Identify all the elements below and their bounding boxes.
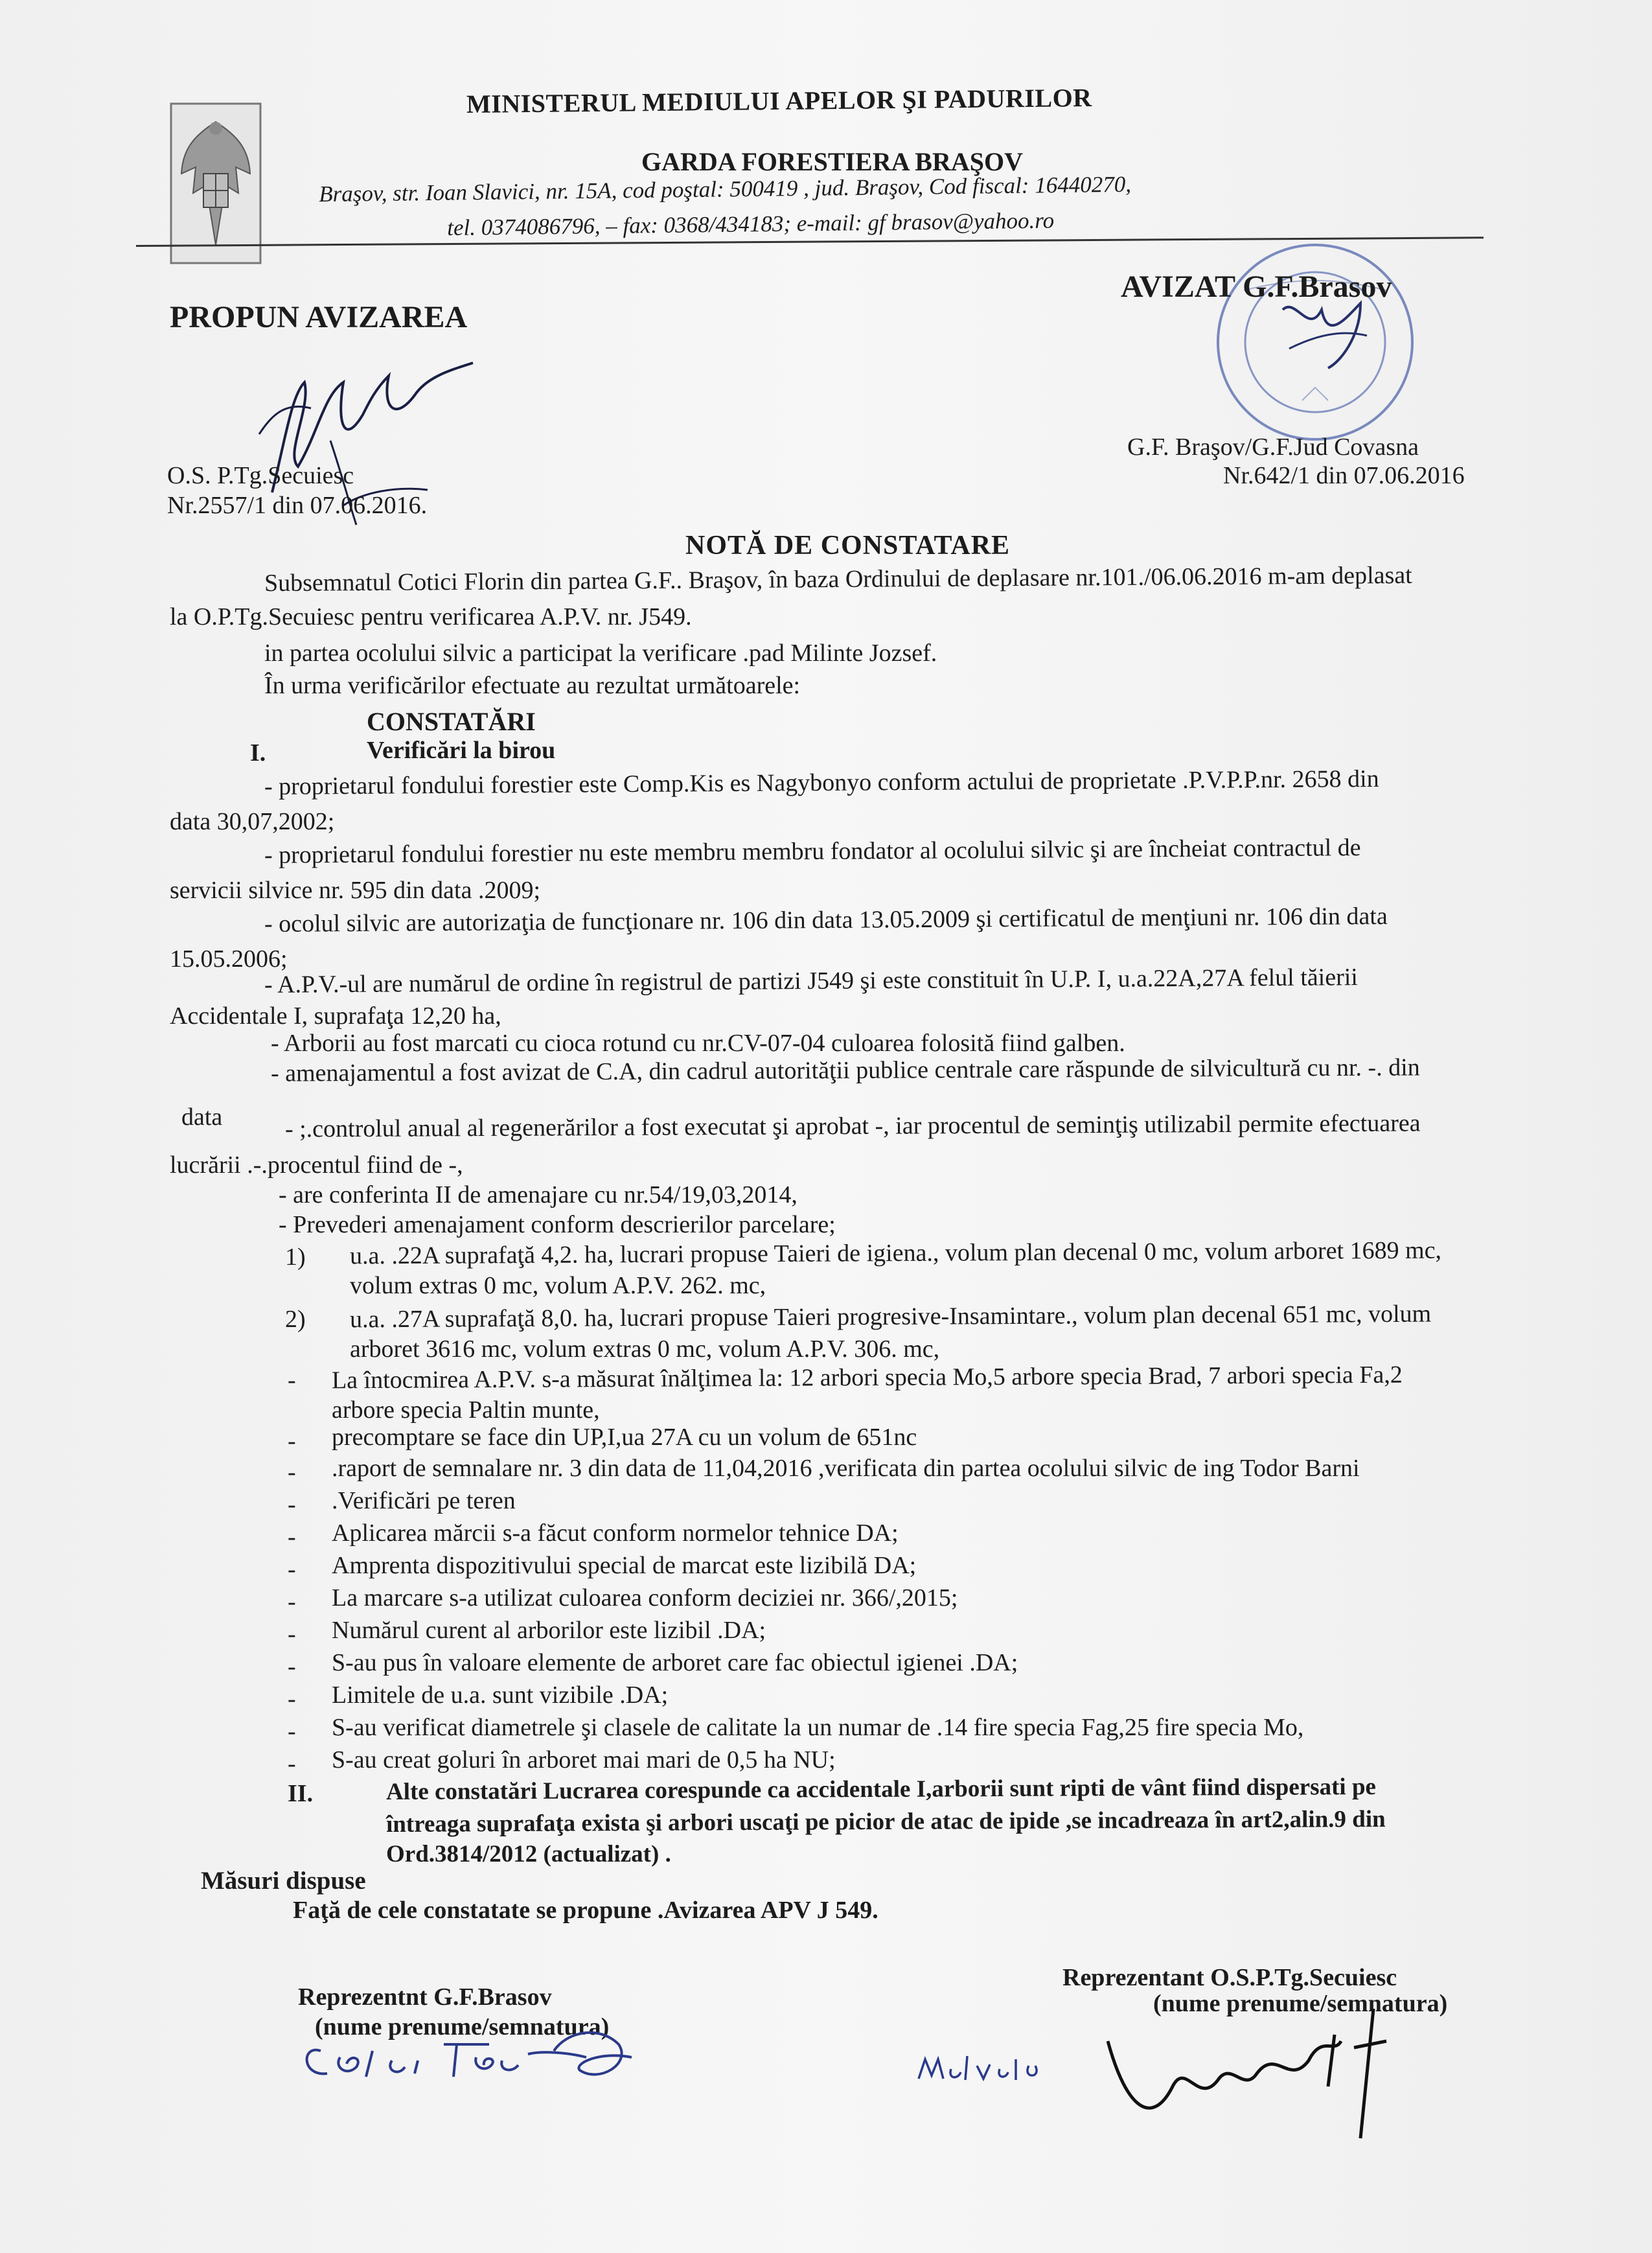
dash-marker: - xyxy=(288,1459,296,1486)
left-representative-subtitle: (nume prenume/semnatura) xyxy=(315,2013,610,2040)
item-line: Numărul curent al arborilor este lizibil .DA; xyxy=(332,1617,766,1644)
intro-line-2: la O.P.Tg.Secuiesc pentru verificarea A.P.V. nr. J549. xyxy=(170,603,692,630)
item-line: data xyxy=(181,1103,223,1131)
item-line: Aplicarea mărcii s-a făcut conform normelor tehnice DA; xyxy=(332,1519,899,1547)
item-line: 15.05.2006; xyxy=(170,945,288,973)
os-reference-line-1: O.S. P.Tg.Secuiesc xyxy=(167,462,354,489)
numbered-marker: 1) xyxy=(285,1243,306,1271)
numbered-marker: 2) xyxy=(285,1306,306,1333)
item-line: .raport de semnalare nr. 3 din data de 11,04,2016 ,verificata din partea ocolului silvic de ing Todor Barni xyxy=(332,1455,1360,1482)
item-line: u.a. .27A suprafaţă 8,0. ha, lucrari propuse Taieri progresive-Insamintare., volum plan decenal 651 mc, volum xyxy=(349,1300,1432,1334)
address-line-1: Braşov, str. Ioan Slavici, nr. 15A, cod poştal: 500419 , jud. Braşov, Cod fiscal: 16440270, xyxy=(319,171,1132,207)
dash-marker: - xyxy=(288,1621,296,1648)
gf-reference-line-2: Nr.642/1 din 07.06.2016 xyxy=(1223,462,1465,489)
item-line: S-au pus în valoare elemente de arboret care fac obiectul igienei .DA; xyxy=(332,1649,1018,1676)
section-1-numeral: I. xyxy=(250,739,266,767)
os-reference-line-2: Nr.2557/1 din 07.06.2016. xyxy=(167,492,428,519)
section-1-title: Verificări la birou xyxy=(367,737,556,764)
intro-line-1: Subsemnatul Cotici Florin din partea G.F.. Braşov, în baza Ordinului de deplasare nr.101./06.06.2016 m-am deplasat xyxy=(264,561,1412,597)
right-representative-title: Reprezentant O.S.P.Tg.Secuiesc xyxy=(1062,1964,1397,1991)
dash-marker: - xyxy=(288,1427,296,1455)
cotici-signature-icon xyxy=(295,2005,658,2090)
item-line: S-au verificat diametrele şi clasele de calitate la un numar de .14 fire specia Fag,25 fire specia Mo, xyxy=(332,1714,1304,1741)
section-title: CONSTATĂRI xyxy=(367,707,536,736)
item-line: Amprenta dispozitivului special de marcat este lizibilă DA; xyxy=(332,1552,917,1579)
milinte-signature-icon xyxy=(912,2040,1055,2092)
item-line: Accidentale I, suprafaţa 12,20 ha, xyxy=(170,1002,501,1030)
section-2-numeral: II. xyxy=(288,1780,314,1807)
section-2-line-3: Ord.3814/2012 (actualizat) . xyxy=(386,1841,671,1867)
item-line: - ;.controlul anual al regenerărilor a fost executat şi aprobat -, iar procentul de seminţiş utilizabil permite efectuarea xyxy=(284,1109,1421,1143)
dash-marker: - xyxy=(288,1523,296,1551)
item-line: servicii silvice nr. 595 din data .2009; xyxy=(170,877,541,904)
institution-name: GARDA FORESTIERA BRAŞOV xyxy=(641,147,1024,176)
item-line: - Arborii au fost marcati cu cioca rotund cu nr.CV-07-04 culoarea folosită fiind galben. xyxy=(271,1030,1125,1057)
os-representative-signature-icon xyxy=(1101,1996,1412,2145)
item-line: La marcare s-a utilizat culoarea conform deciziei nr. 366/,2015; xyxy=(332,1584,958,1612)
item-line: - proprietarul fondului forestier este Comp.Kis es Nagybonyo conform actului de proprietate .P.V.P.P.nr. 2658 din xyxy=(264,765,1379,801)
address-line-2: tel. 0374086796, – fax: 0368/434183; e-mail: gf brasov@yahoo.ro xyxy=(447,207,1055,240)
document-title: NOTĂ DE CONSTATARE xyxy=(685,531,1011,560)
coat-of-arms-icon xyxy=(170,102,262,264)
dash-marker: - xyxy=(288,1750,296,1777)
left-representative-title: Reprezentnt G.F.Brasov xyxy=(298,1983,552,2011)
section-2-line-1: Alte constatări Lucrarea corespunde ca accidentale I,arborii sunt ripti de vânt fiind dispersati pe xyxy=(385,1774,1377,1805)
ministry-name: MINISTERUL MEDIULUI APELOR ŞI PADURILOR xyxy=(466,82,1092,119)
item-line: arbore specia Paltin munte, xyxy=(332,1396,600,1424)
dash-marker: - xyxy=(288,1685,296,1713)
dash-marker: - xyxy=(288,1653,296,1680)
item-line: - proprietarul fondului forestier nu este membru membru fondator al ocolului silvic şi are încheiat contractul de xyxy=(264,834,1361,869)
gf-reference-line-1: G.F. Braşov/G.F.Jud Covasna xyxy=(1127,433,1419,461)
item-line: - Prevederi amenajament conform descrierilor parcelare; xyxy=(279,1211,836,1238)
right-representative-subtitle: (nume prenume/semnatura) xyxy=(1153,1990,1448,2017)
item-line: - A.P.V.-ul are numărul de ordine în registrul de partizi J549 şi este constituit în U.P. I, u.a.22A,27A felul tăierii xyxy=(264,964,1359,999)
measures-text: Faţă de cele constatate se propune .Avizarea APV J 549. xyxy=(293,1897,878,1924)
item-line: - are conferinta II de amenajare cu nr.54/19,03,2014, xyxy=(279,1181,797,1208)
dash-marker: - xyxy=(288,1588,296,1615)
propun-avizarea-label: PROPUN AVIZAREA xyxy=(170,300,468,334)
item-line: - amenajamentul a fost avizat de C.A, din cadrul autorităţii publice centrale care răspunde de silvicultură cu nr. -. din xyxy=(270,1054,1420,1087)
avizat-label: AVIZAT G.F.Brasov xyxy=(1121,270,1392,304)
measures-title: Măsuri dispuse xyxy=(201,1867,366,1895)
item-line: volum extras 0 mc, volum A.P.V. 262. mc, xyxy=(350,1272,766,1299)
intro-line-4: În urma verificărilor efectuate au rezultat următoarele: xyxy=(264,672,801,699)
item-line: arboret 3616 mc, volum extras 0 mc, volum A.P.V. 306. mc, xyxy=(350,1335,940,1363)
item-line: - ocolul silvic are autorizaţia de funcţionare nr. 106 din data 13.05.2009 şi certificatul de menţiuni nr. 106 din data xyxy=(264,902,1388,938)
item-line: lucrării .-.procentul fiind de -, xyxy=(170,1151,463,1179)
item-line: u.a. .22A suprafaţă 4,2. ha, lucrari propuse Taieri de igiena., volum plan decenal 0 mc, volum arboret 1689 mc, xyxy=(349,1236,1442,1270)
item-line: Limitele de u.a. sunt vizibile .DA; xyxy=(332,1681,669,1709)
item-line: data 30,07,2002; xyxy=(170,808,335,835)
item-line: La întocmirea A.P.V. s-a măsurat înălţimea la: 12 arbori specia Mo,5 arbore specia Brad, 7 arbori specia Fa,2 xyxy=(331,1361,1403,1394)
dash-marker: - xyxy=(288,1491,296,1518)
item-line: precomptare se face din UP,I,ua 27A cu un volum de 651nc xyxy=(332,1424,917,1451)
dash-marker: - xyxy=(288,1718,296,1745)
dash-marker: - xyxy=(288,1556,296,1583)
item-line: S-au creat goluri în arboret mai mari de 0,5 ha NU; xyxy=(332,1746,836,1774)
dash-marker: - xyxy=(288,1367,296,1394)
section-2-line-2: întreaga suprafaţa exista şi arbori uscaţi pe picior de atac de ipide ,se incadreaza în art2,alin.9 din xyxy=(385,1805,1386,1838)
item-line: .Verificări pe teren xyxy=(332,1487,516,1514)
intro-line-3: in partea ocolului silvic a participat la verificare .pad Milinte Jozsef. xyxy=(264,640,937,667)
